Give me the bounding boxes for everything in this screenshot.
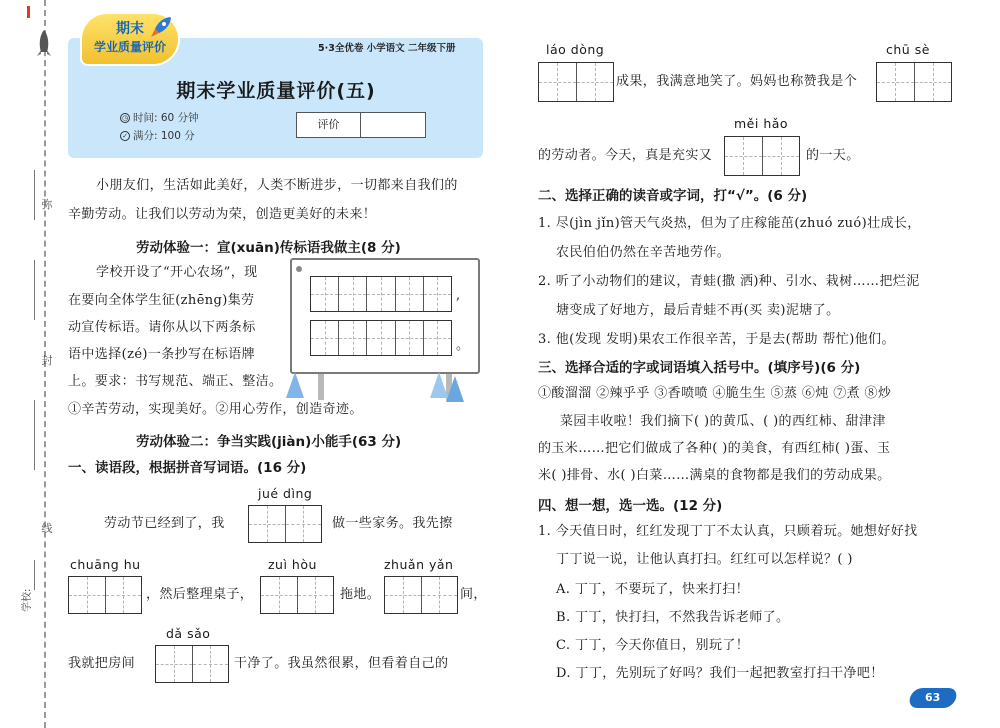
- exp2-heading: 劳动体验二：争当实践(jiàn)小能手(63 分): [136, 434, 402, 450]
- grass-decoration: [446, 376, 464, 402]
- pinyin-zui-hou: zuì hòu: [268, 557, 317, 572]
- s4-option-c[interactable]: C. 丁丁，今天你值日，别玩了！: [556, 638, 750, 653]
- pinyin-da-sao: dǎ sǎo: [166, 626, 211, 641]
- pinyin-mei-hao: měi hǎo: [734, 116, 789, 131]
- exp1-line-5: 上。要求：书写规范、端正、整洁。: [68, 374, 283, 389]
- section3-heading: 三、选择合适的字或词语填入括号中。(填序号)(6 分): [538, 360, 861, 376]
- s1-line5-before: 的劳动者。今天，真是充实又: [538, 148, 713, 163]
- s1-line3-after: 干净了。我虽然很累，但看着自己的: [234, 656, 449, 671]
- page-number-text: 63: [925, 691, 941, 704]
- s1-line2-a: ，然后整理桌子，: [146, 587, 254, 602]
- pinyin-chuang-hu: chuāng hu: [70, 557, 141, 572]
- margin-label-mi: 弥: [41, 198, 53, 211]
- check-icon: ✓: [120, 131, 130, 141]
- pinyin-chu-se: chū sè: [886, 42, 930, 57]
- board-post-left: [318, 374, 324, 400]
- s1-line3-before: 我就把房间: [68, 656, 136, 671]
- badge-rocket-icon: [148, 14, 174, 40]
- margin-rule: [34, 400, 35, 470]
- s2-q1-line1: 1. 尽(jìn jǐn)管天气炎热，但为了庄稼能茁(zhuó zuó)壮成长，: [538, 216, 921, 231]
- pinyin-jue-ding: jué dìng: [258, 486, 313, 501]
- s2-q3: 3. 他(发现 发明)果农工作很辛苦，于是去(帮助 帮忙)他们。: [538, 332, 895, 347]
- s1-line4-after: 成果，我满意地笑了。妈妈也称赞我是个: [616, 74, 858, 89]
- margin-rule: [34, 560, 35, 590]
- margin-school-label: 学校:: [22, 588, 33, 612]
- s3-line-2: 的玉米……把它们做成了各种( )的美食，有西红柿( )蛋、玉: [538, 441, 891, 456]
- section2-heading: 二、选择正确的读音或字词，打“√”。(6 分): [538, 188, 808, 204]
- answer-grid-zhuan-yan[interactable]: [384, 576, 458, 614]
- answer-grid-zui-hou[interactable]: [260, 576, 334, 614]
- s1-line5-after: 的一天。: [806, 148, 860, 163]
- s2-q1-line2: 农民伯伯仍然在辛苦地劳作。: [556, 245, 731, 260]
- score-info: [120, 128, 195, 143]
- answer-grid-chuang-hu[interactable]: [68, 576, 142, 614]
- answer-grid-da-sao[interactable]: [155, 645, 229, 683]
- slogan-period: 。: [456, 338, 470, 353]
- s1-line2-c: 间，: [460, 587, 487, 602]
- s3-line-1: 菜园丰收啦！我们摘下( )的黄瓜、( )的西红柿、甜津津: [560, 414, 886, 429]
- evaluation-blank[interactable]: [361, 113, 425, 137]
- page-title: 期末学业质量评价(五): [176, 80, 376, 102]
- exp1-line-3: 动宣传标语。请你从以下两条标: [68, 320, 256, 335]
- exp1-line-2: 在要向全体学生征(zhēng)集劳: [68, 293, 255, 308]
- slogan-grid-line-1[interactable]: [310, 276, 452, 312]
- clock-icon: ◷: [121, 114, 129, 122]
- badge-line1: 期末: [116, 21, 144, 37]
- margin-label-xian: 线: [41, 522, 53, 535]
- section4-heading: 四、想一想，选一选。(12 分): [538, 498, 723, 514]
- evaluation-box: [296, 112, 426, 138]
- margin-label-feng: 封: [41, 354, 53, 367]
- answer-grid-chu-se[interactable]: [876, 62, 952, 102]
- slogan-grid-line-2[interactable]: [310, 320, 452, 356]
- s4-q1-line2: 丁丁说一说，让他认真打扫。红红可以怎样说？( ): [556, 552, 853, 567]
- s2-q2-line1: 2. 听了小动物们的建议，青蛙(撒 洒)种、引水、栽树……把烂泥: [538, 274, 920, 289]
- s3-line-3: 米( )排骨、水( )白菜……满桌的食物都是我们的劳动成果。: [538, 468, 891, 483]
- badge-line2: 学业质量评价: [93, 40, 166, 54]
- s4-option-d[interactable]: D. 丁丁，先别玩了好吗？我们一起把教室打扫干净吧！: [556, 666, 884, 681]
- pinyin-lao-dong: láo dòng: [546, 42, 605, 57]
- section1-heading: 一、读语段，根据拼音写词语。(16 分): [68, 460, 307, 476]
- time-text: 时间: 60 分钟: [133, 112, 199, 124]
- exp1-heading: 劳动体验一：宣(xuān)传标语我做主(8 分): [136, 240, 401, 256]
- time-info: [120, 110, 199, 125]
- pinyin-zhuan-yan: zhuǎn yǎn: [384, 557, 454, 572]
- s4-q1-line1: 1. 今天值日时，红红发现丁丁不太认真，只顾着玩。她想好好找: [538, 524, 918, 539]
- answer-grid-mei-hao[interactable]: [724, 136, 800, 176]
- s4-option-a[interactable]: A. 丁丁，不要玩了，快来打扫！: [556, 582, 750, 597]
- slogan-comma: ,: [456, 288, 461, 303]
- s1-line1-after: 做一些家务。我先擦: [332, 516, 453, 531]
- s2-q2-line2: 塘变成了好地方，最后青蛙不再(买 卖)泥塘了。: [556, 303, 840, 318]
- s1-line1-before: 劳动节已经到了，我: [104, 516, 225, 531]
- board-bolt: [296, 266, 302, 272]
- s4-option-b[interactable]: B. 丁丁，快打扫，不然我告诉老师了。: [556, 610, 790, 625]
- s3-options: ①酸溜溜 ②辣乎乎 ③香喷喷 ④脆生生 ⑤蒸 ⑥炖 ⑦煮 ⑧炒: [538, 386, 892, 401]
- grass-decoration: [286, 372, 304, 398]
- margin-rule: [34, 260, 35, 320]
- rocket-icon: [34, 28, 54, 62]
- intro-line-2: 辛勤劳动。让我们以劳动为荣，创造更美好的未来！: [68, 207, 377, 222]
- margin-rule: [34, 170, 35, 220]
- series-label: 5·3全优卷 小学语文 二年级下册: [318, 43, 456, 54]
- exp1-line-1: 学校开设了“开心农场”，现: [96, 265, 258, 280]
- score-text: 满分: 100 分: [133, 130, 195, 142]
- answer-grid-jue-ding[interactable]: [248, 505, 322, 543]
- exp1-line-4: 语中选择(zé)一条抄写在标语牌: [68, 347, 256, 362]
- page-number: [907, 688, 958, 708]
- intro-line-1: 小朋友们，生活如此美好，人类不断进步，一切都来自我们的: [96, 178, 458, 193]
- s1-line2-b: 拖地。: [340, 587, 381, 602]
- margin-flag-mark: [27, 6, 30, 18]
- evaluation-label: 评价: [297, 113, 361, 137]
- answer-grid-lao-dong[interactable]: [538, 62, 614, 102]
- exp1-options: ①辛苦劳动，实现美好。②用心劳作，创造奇迹。: [68, 402, 363, 417]
